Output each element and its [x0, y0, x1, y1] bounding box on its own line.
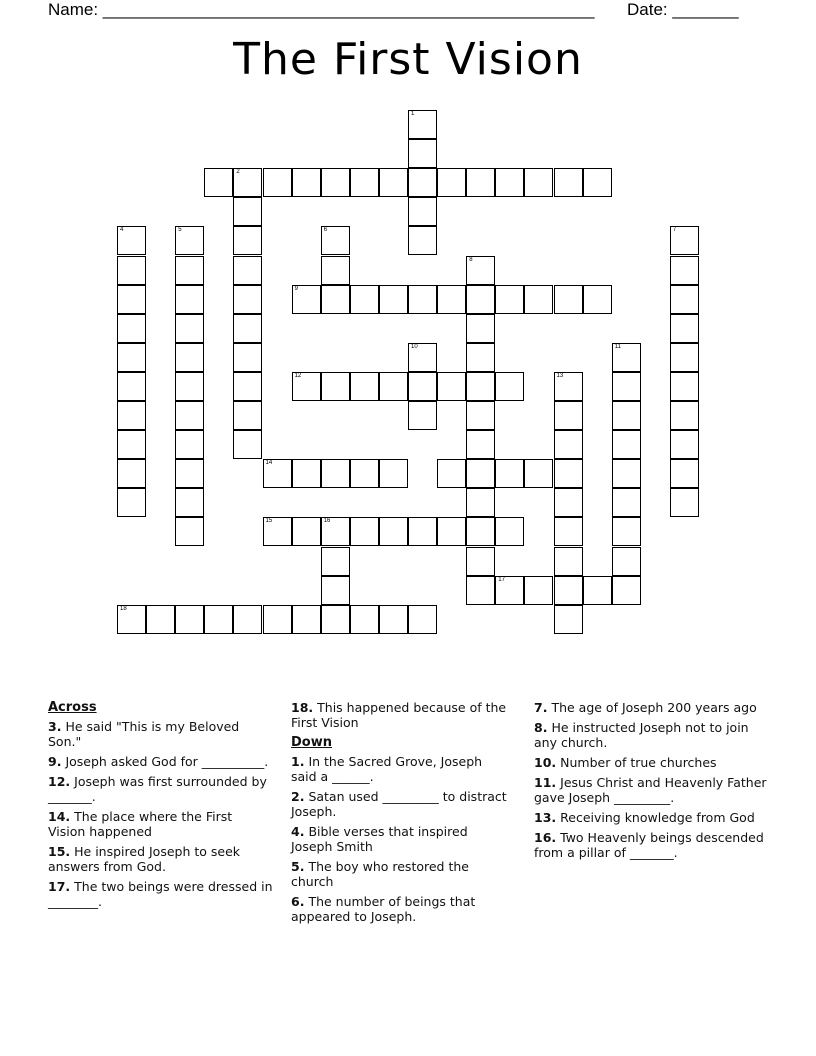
- clue-item-number: 7.: [534, 700, 548, 715]
- crossword-cell[interactable]: [408, 139, 437, 168]
- crossword-cell[interactable]: [117, 488, 146, 517]
- crossword-cell[interactable]: [670, 372, 699, 401]
- clue-number: 16: [323, 518, 331, 525]
- crossword-cell[interactable]: [524, 576, 553, 605]
- name-label[interactable]: Name: ____________________________________________________: [48, 0, 595, 19]
- clue-item-number: 3.: [48, 719, 62, 734]
- clue-number: 2: [236, 169, 240, 176]
- clue-item-text: Receiving knowledge from God: [560, 810, 755, 825]
- crossword-cell[interactable]: [292, 605, 321, 634]
- clue-number: 1: [411, 111, 415, 117]
- crossword-cell[interactable]: [204, 168, 233, 197]
- crossword-cell[interactable]: [670, 343, 699, 372]
- crossword-cell[interactable]: [466, 576, 495, 605]
- crossword-cell[interactable]: [466, 314, 495, 343]
- crossword-cell[interactable]: [292, 285, 321, 314]
- crossword-cell[interactable]: [117, 605, 146, 634]
- crossword-cell[interactable]: [495, 517, 524, 546]
- clue-item: [291, 754, 511, 784]
- clue-item: [291, 789, 511, 819]
- crossword-cell[interactable]: [554, 605, 583, 634]
- clue-item-text: Joseph asked God for __________.: [65, 754, 269, 769]
- clue-item-number: 17.: [48, 879, 71, 894]
- clue-item: [291, 859, 511, 889]
- crossword-cell[interactable]: [554, 372, 583, 401]
- crossword-cell[interactable]: [263, 517, 292, 546]
- crossword-cell[interactable]: [321, 547, 350, 576]
- clue-item-number: 11.: [534, 775, 557, 790]
- crossword-cell[interactable]: [321, 285, 350, 314]
- clue-item: [48, 879, 273, 909]
- across-heading: Across: [48, 700, 97, 715]
- crossword-cell[interactable]: [612, 517, 641, 546]
- crossword-cell[interactable]: [233, 168, 262, 197]
- crossword-cell[interactable]: [379, 285, 408, 314]
- clue-item: [48, 719, 273, 749]
- crossword-cell[interactable]: [466, 488, 495, 517]
- clue-item: [48, 774, 273, 804]
- crossword-cell[interactable]: [350, 168, 379, 197]
- crossword-cell[interactable]: [612, 576, 641, 605]
- crossword-cell[interactable]: [408, 110, 437, 139]
- crossword-cell[interactable]: [554, 401, 583, 430]
- crossword-cell[interactable]: [321, 168, 350, 197]
- crossword-cell[interactable]: [495, 576, 524, 605]
- crossword-cell[interactable]: [117, 226, 146, 255]
- crossword-cell[interactable]: [350, 605, 379, 634]
- crossword-cell[interactable]: [379, 459, 408, 488]
- crossword-cell[interactable]: [263, 168, 292, 197]
- crossword-cell[interactable]: [233, 372, 262, 401]
- clue-number: 15: [265, 518, 273, 525]
- crossword-cell[interactable]: [233, 430, 262, 459]
- clue-item: [534, 830, 769, 860]
- clue-item-number: 14.: [48, 809, 71, 824]
- clue-item: [534, 775, 769, 805]
- crossword-cell[interactable]: [175, 285, 204, 314]
- crossword-cell[interactable]: [321, 517, 350, 546]
- crossword-cell[interactable]: [233, 226, 262, 255]
- clue-item-number: 9.: [48, 754, 62, 769]
- clue-number: 11: [614, 343, 621, 350]
- crossword-cell[interactable]: [670, 285, 699, 314]
- clue-number: 13: [556, 372, 564, 379]
- crossword-cell[interactable]: [495, 459, 524, 488]
- crossword-cell[interactable]: [408, 517, 437, 546]
- clue-item-text: In the Sacred Grove, Joseph said a ______.: [291, 754, 483, 784]
- clue-item-number: 5.: [291, 859, 305, 874]
- crossword-cell[interactable]: [175, 343, 204, 372]
- crossword-cell[interactable]: [408, 285, 437, 314]
- clue-number: 12: [294, 372, 302, 379]
- crossword-cell[interactable]: [204, 605, 233, 634]
- clue-item-text: He inspired Joseph to seek answers from God.: [48, 844, 241, 874]
- crossword-cell[interactable]: [437, 285, 466, 314]
- crossword-cell[interactable]: [583, 285, 612, 314]
- crossword-cell[interactable]: [612, 459, 641, 488]
- crossword-cell[interactable]: [612, 547, 641, 576]
- clue-item-text: Bible verses that inspired Joseph Smith: [291, 824, 468, 854]
- crossword-cell[interactable]: [379, 168, 408, 197]
- page-title: The First Vision: [233, 34, 583, 85]
- clue-item-number: 8.: [534, 720, 548, 735]
- crossword-cell[interactable]: [350, 459, 379, 488]
- crossword-cell[interactable]: [466, 343, 495, 372]
- crossword-cell[interactable]: [117, 285, 146, 314]
- crossword-cell[interactable]: [350, 372, 379, 401]
- crossword-cell[interactable]: [233, 314, 262, 343]
- clue-number: 10: [411, 343, 418, 350]
- crossword-cell[interactable]: [670, 459, 699, 488]
- crossword-cell[interactable]: [437, 372, 466, 401]
- crossword-cell[interactable]: [670, 488, 699, 517]
- clue-item-number: 12.: [48, 774, 71, 789]
- clue-item-text: He said "This is my Beloved Son.": [48, 719, 240, 749]
- crossword-cell[interactable]: [175, 459, 204, 488]
- crossword-cell[interactable]: [554, 459, 583, 488]
- crossword-cell[interactable]: [117, 314, 146, 343]
- crossword-cell[interactable]: [175, 605, 204, 634]
- clue-item: [534, 720, 769, 750]
- crossword-cell[interactable]: [350, 285, 379, 314]
- crossword-cell[interactable]: [175, 488, 204, 517]
- crossword-cell[interactable]: [175, 430, 204, 459]
- clue-item-number: 15.: [48, 844, 71, 859]
- clue-item-text: Satan used _________ to distract Joseph.: [291, 789, 507, 819]
- clue-number: 6: [323, 227, 328, 234]
- crossword-cell[interactable]: [233, 343, 262, 372]
- crossword-cell[interactable]: [524, 285, 553, 314]
- clues-column-3: [534, 700, 769, 865]
- clue-item: [48, 844, 273, 874]
- clue-item-number: 18.: [291, 700, 314, 715]
- crossword-cell[interactable]: [175, 256, 204, 285]
- clue-item-text: Jesus Christ and Heavenly Father gave Joseph _________.: [534, 775, 767, 805]
- crossword-cell[interactable]: [321, 256, 350, 285]
- down-clue-list-continued: [534, 700, 769, 860]
- crossword-cell[interactable]: [612, 488, 641, 517]
- crossword-cell[interactable]: [466, 372, 495, 401]
- clue-number: 14: [265, 460, 273, 467]
- crossword-cell[interactable]: [175, 517, 204, 546]
- crossword-cell[interactable]: [612, 343, 641, 372]
- crossword-cell[interactable]: [466, 168, 495, 197]
- crossword-cell[interactable]: [292, 168, 321, 197]
- clue-item: [291, 700, 511, 730]
- clue-number: 4: [120, 227, 124, 234]
- clue-number: 18: [120, 605, 127, 612]
- crossword-cell[interactable]: [263, 459, 292, 488]
- crossword-cell[interactable]: [292, 459, 321, 488]
- clue-item: [48, 809, 273, 839]
- crossword-cell[interactable]: [292, 517, 321, 546]
- crossword-cell[interactable]: [466, 517, 495, 546]
- crossword-cell[interactable]: [408, 343, 437, 372]
- clue-item-text: Joseph was first surrounded by _______.: [48, 774, 267, 804]
- crossword-cell[interactable]: [612, 372, 641, 401]
- clue-item-text: The age of Joseph 200 years ago: [551, 700, 757, 715]
- crossword-cell[interactable]: [583, 168, 612, 197]
- clue-item-number: 10.: [534, 755, 557, 770]
- crossword-cell[interactable]: [466, 547, 495, 576]
- clue-item-text: The number of beings that appeared to Joseph.: [291, 894, 476, 924]
- crossword-cell[interactable]: [175, 401, 204, 430]
- crossword-cell[interactable]: [117, 372, 146, 401]
- clue-item: [48, 754, 273, 769]
- crossword-cell[interactable]: [408, 197, 437, 226]
- crossword-cell[interactable]: [495, 168, 524, 197]
- crossword-cell[interactable]: [233, 401, 262, 430]
- clue-number: 9: [294, 285, 298, 292]
- crossword-cell[interactable]: [408, 401, 437, 430]
- crossword-cell[interactable]: [175, 226, 204, 255]
- clue-item-text: The place where the First Vision happened: [48, 809, 233, 839]
- crossword-cell[interactable]: [524, 459, 553, 488]
- clue-item: [291, 894, 511, 924]
- clue-item-number: 2.: [291, 789, 305, 804]
- clue-item-text: This happened because of the First Vision: [291, 700, 507, 730]
- clue-item-text: He instructed Joseph not to join any church.: [534, 720, 749, 750]
- clue-item: [534, 810, 769, 825]
- crossword-cell[interactable]: [437, 168, 466, 197]
- clue-item-number: 1.: [291, 754, 305, 769]
- clue-number: 8: [469, 256, 473, 263]
- crossword-cell[interactable]: [379, 372, 408, 401]
- crossword-cell[interactable]: [175, 372, 204, 401]
- crossword-cell[interactable]: [321, 226, 350, 255]
- crossword-cell[interactable]: [175, 314, 204, 343]
- crossword-cell[interactable]: [670, 430, 699, 459]
- clue-item-number: 13.: [534, 810, 557, 825]
- crossword-cell[interactable]: [321, 605, 350, 634]
- crossword-cell[interactable]: [466, 401, 495, 430]
- crossword-cell[interactable]: [437, 517, 466, 546]
- crossword-cell[interactable]: [117, 343, 146, 372]
- crossword-cell[interactable]: [554, 517, 583, 546]
- clue-number: 7: [672, 227, 677, 234]
- crossword-cell[interactable]: [670, 256, 699, 285]
- crossword-cell[interactable]: [408, 226, 437, 255]
- crossword-cell[interactable]: [524, 168, 553, 197]
- crossword-cell[interactable]: [321, 576, 350, 605]
- clue-item-text: Number of true churches: [560, 755, 717, 770]
- crossword-cell[interactable]: [146, 605, 175, 634]
- crossword-cell[interactable]: [437, 459, 466, 488]
- crossword-cell[interactable]: [466, 459, 495, 488]
- crossword-cell[interactable]: [321, 372, 350, 401]
- crossword-cell[interactable]: [117, 459, 146, 488]
- down-clue-list: [291, 754, 511, 924]
- crossword-cell[interactable]: [554, 488, 583, 517]
- clue-item-text: The boy who restored the church: [291, 859, 469, 889]
- crossword-cell[interactable]: [495, 372, 524, 401]
- clue-item-number: 4.: [291, 824, 305, 839]
- crossword-cell[interactable]: [408, 168, 437, 197]
- crossword-cell[interactable]: [408, 372, 437, 401]
- crossword-cell[interactable]: [495, 285, 524, 314]
- crossword-cell[interactable]: [379, 517, 408, 546]
- crossword-cell[interactable]: [466, 430, 495, 459]
- crossword-cell[interactable]: [408, 605, 437, 634]
- clues-column-1: [48, 700, 273, 914]
- crossword-cell[interactable]: [350, 517, 379, 546]
- crossword-cell[interactable]: [583, 576, 612, 605]
- clue-number: 17: [498, 576, 505, 583]
- crossword-cell[interactable]: [670, 314, 699, 343]
- date-label[interactable]: Date: _______: [627, 0, 739, 19]
- clue-number: 5: [178, 227, 182, 234]
- down-heading: Down: [291, 735, 332, 750]
- crossword-cell[interactable]: [233, 256, 262, 285]
- across-clue-list: [48, 719, 273, 909]
- crossword-cell[interactable]: [233, 605, 262, 634]
- crossword-cell[interactable]: [321, 459, 350, 488]
- clue-item-text: Two Heavenly beings descended from a pillar of _______.: [534, 830, 764, 860]
- clue-item-text: The two beings were dressed in ________.: [48, 879, 273, 909]
- crossword-cell[interactable]: [670, 226, 699, 255]
- crossword-cell[interactable]: [263, 605, 292, 634]
- clue-item: [534, 755, 769, 770]
- crossword-cell[interactable]: [670, 401, 699, 430]
- crossword-cell[interactable]: [612, 430, 641, 459]
- crossword-cell[interactable]: [117, 430, 146, 459]
- crossword-cell[interactable]: [554, 285, 583, 314]
- clue-item-number: 16.: [534, 830, 557, 845]
- crossword-cell[interactable]: [379, 605, 408, 634]
- crossword-cell[interactable]: [292, 372, 321, 401]
- across-clue-list-continued: [291, 700, 511, 730]
- crossword-cell[interactable]: [612, 401, 641, 430]
- crossword-cell[interactable]: [233, 285, 262, 314]
- crossword-cell[interactable]: [117, 401, 146, 430]
- clue-item: [291, 824, 511, 854]
- crossword-cell[interactable]: [466, 285, 495, 314]
- crossword-cell[interactable]: [466, 256, 495, 285]
- crossword-cell[interactable]: [233, 197, 262, 226]
- clue-item: [534, 700, 769, 715]
- clues-column-2: [291, 700, 511, 929]
- clue-item-number: 6.: [291, 894, 305, 909]
- crossword-cell[interactable]: [554, 576, 583, 605]
- crossword-cell[interactable]: [117, 256, 146, 285]
- crossword-cell[interactable]: [554, 430, 583, 459]
- crossword-cell[interactable]: [554, 168, 583, 197]
- crossword-cell[interactable]: [554, 547, 583, 576]
